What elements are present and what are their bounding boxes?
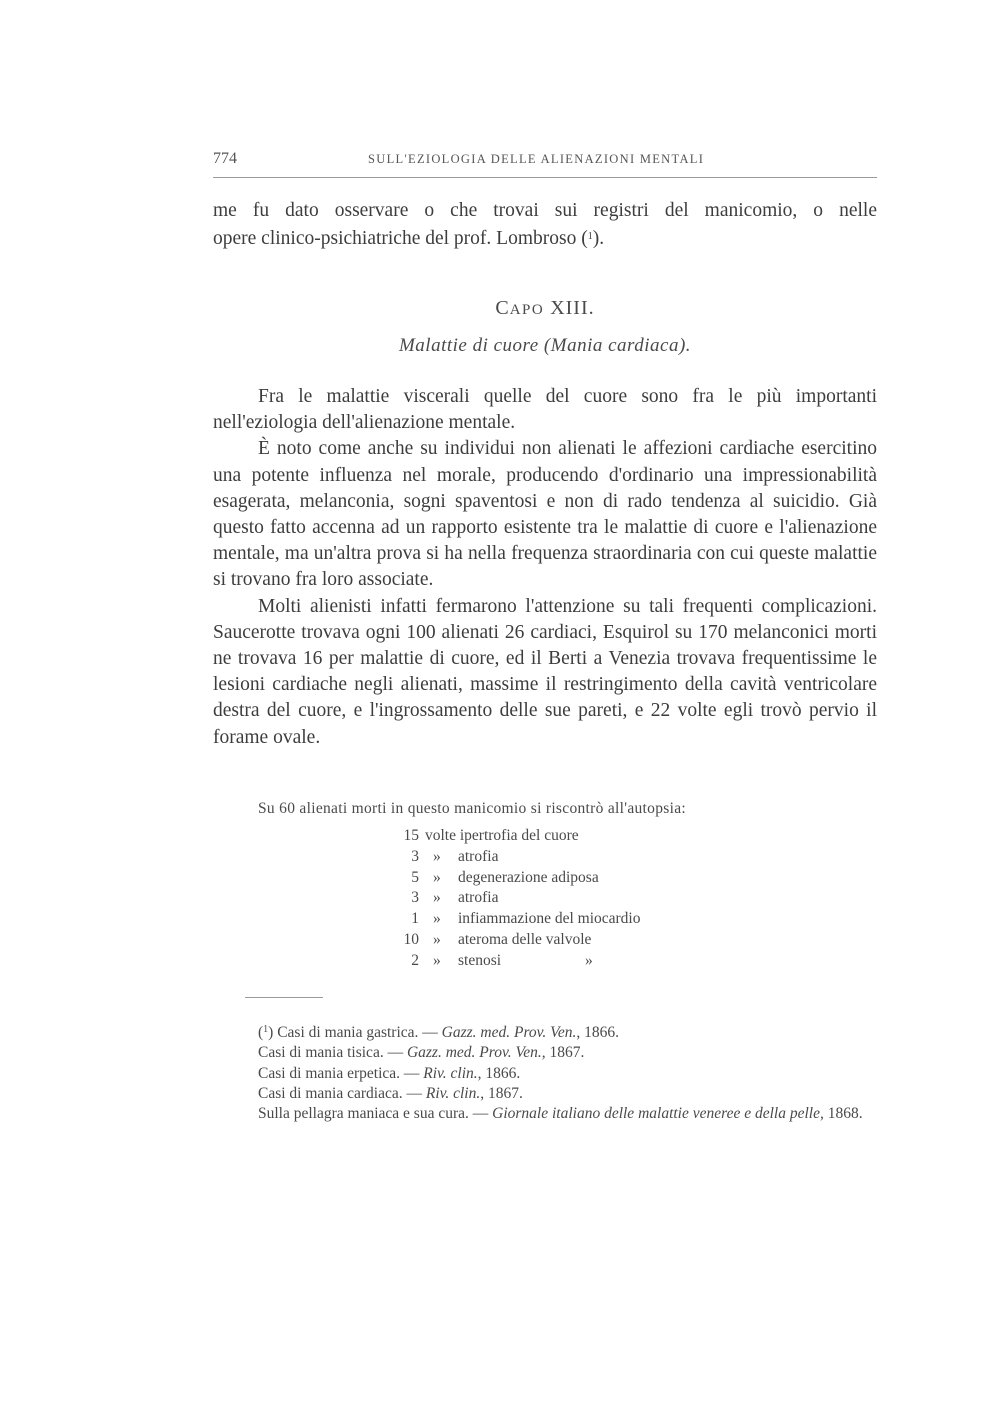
- footnote-rule: [245, 997, 323, 998]
- ditto-mark: »: [433, 910, 441, 928]
- footnote-line: ($^1$) Casi di mania gastrica. — Gazz. med. Prov. Ven., 1866.: [258, 1024, 620, 1041]
- ditto-mark: »: [433, 889, 441, 907]
- autopsy-desc: atrofia: [458, 889, 499, 907]
- chapter-title: [213, 297, 877, 320]
- autopsy-count: 2: [411, 951, 419, 969]
- running-header: [213, 150, 877, 172]
- autopsy-row: [395, 827, 795, 848]
- footnote-text: Casi di mania tisica. —: [258, 1044, 407, 1062]
- main-text: [213, 384, 877, 751]
- autopsy-desc: ateroma delle valvole: [458, 930, 592, 948]
- autopsy-count: 3: [411, 847, 419, 865]
- footnote-ref: 1: [587, 231, 593, 243]
- autopsy-desc: infiammazione del miocardio: [458, 910, 641, 928]
- ditto-mark: »: [433, 951, 441, 969]
- ditto-mark-trailing: »: [585, 951, 593, 969]
- autopsy-count: 3: [411, 889, 419, 907]
- footnote-line: [213, 1104, 877, 1124]
- autopsy-desc: stenosi: [458, 951, 502, 969]
- autopsy-count: 1: [411, 910, 419, 928]
- footnote-text: Sulla pellagra maniaca e sua cura. —: [258, 1105, 493, 1123]
- footnote-marker: 1: [263, 1024, 269, 1035]
- autopsy-desc: volte ipertrofia del cuore: [425, 827, 579, 844]
- intro-line-2-text: opere clinico-psichiatriche del prof. Lombroso (: [213, 228, 588, 250]
- intro-line-2: [213, 224, 877, 252]
- footnote-year: , 1866.: [576, 1024, 620, 1041]
- chapter-number: XIII.: [550, 297, 595, 319]
- footnote-line: [213, 1084, 877, 1104]
- paragraph-1: Fra le malattie viscerali quelle del cuore sono fra le più importanti nell'eziologia dell'alienazione mentale.: [213, 386, 877, 434]
- footnote-line: [213, 1064, 877, 1084]
- footnote-journal: Gazz. med. Prov. Ven.: [441, 1024, 577, 1041]
- footnote-year: 1868.: [823, 1105, 863, 1123]
- header-rule: [213, 177, 877, 178]
- autopsy-count: 15: [403, 827, 419, 844]
- autopsy-desc: degenerazione adiposa: [458, 868, 599, 886]
- intro-line-1: me fu dato osservare o che trovai sui registri del manicomio, o nelle: [213, 200, 877, 221]
- autopsy-row: [395, 952, 795, 973]
- autopsy-row: [395, 931, 795, 952]
- page-number: 774: [213, 150, 237, 167]
- ditto-mark: »: [433, 847, 441, 865]
- chapter-cap-rest: APO: [509, 302, 545, 318]
- chapter-subtitle: Malattie di cuore (Mania cardiaca).: [398, 335, 692, 356]
- autopsy-row: [395, 848, 795, 869]
- ditto-mark: »: [433, 930, 441, 948]
- footnote-text: Casi di mania gastrica. —: [277, 1024, 442, 1041]
- autopsy-row: [395, 869, 795, 890]
- paragraph-3: Molti alienisti infatti fermarono l'attenzione su tali frequenti complicazioni. Saucerotte trovava ogni 100 alienati 26 cardiaci, Esquirol su 170 melanconici morti ne trovava 16 per malattie di cuore, ed il Berti a Venezia trovava frequentissime le lesioni cardiache negli alienati, massime il restringimento della cavità ventricolare destra del cuore, e l'ingrossamento delle sue pareti, e 22 volte egli trovò pervio il forame ovale.: [213, 595, 877, 748]
- intro-paragraph: [213, 198, 877, 252]
- footnote-text: Casi di mania cardiaca. —: [258, 1084, 426, 1102]
- autopsy-desc: atrofia: [458, 847, 499, 865]
- chapter-cap-initial: C: [495, 297, 510, 319]
- autopsy-row: [395, 889, 795, 910]
- ditto-mark: »: [433, 868, 441, 886]
- footnote-year: , 1866.: [477, 1064, 521, 1082]
- autopsy-count: 10: [403, 930, 419, 948]
- running-title: SULL'EZIOLOGIA DELLE ALIENAZIONI MENTALI: [368, 152, 705, 166]
- autopsy-list: [395, 827, 795, 973]
- footnote-journal: Gazz. med. Prov. Ven.: [406, 1044, 542, 1062]
- autopsy-row: [395, 910, 795, 931]
- footnotes: [213, 1020, 877, 1124]
- autopsy-intro: Su 60 alienati morti in questo manicomio si riscontrò all'autopsia:: [258, 800, 686, 817]
- footnote-journal: Riv. clin.: [425, 1084, 481, 1102]
- intro-line-2-close: ).: [592, 228, 605, 250]
- paragraph-2: È noto come anche su individui non alienati le affezioni cardiache esercitino una potente influenza nel morale, producendo d'ordinario una impressionabilità esagerata, melanconia, sogni spaventosi e non di rado tendenza al suicidio. Già questo fatto accenna ad un rapporto esistente tra le malattie di cuore e l'alienazione mentale, ma un'altra prova si ha nella frequenza straordinaria con cui queste malattie si trovano fra loro associate.: [213, 438, 877, 591]
- autopsy-count: 5: [411, 868, 419, 886]
- footnote-year: , 1867.: [541, 1044, 585, 1062]
- footnote-line: [213, 1043, 877, 1063]
- footnote-journal: Giornale italiano delle malattie veneree e della pelle,: [492, 1105, 824, 1123]
- footnote-year: , 1867.: [480, 1084, 523, 1102]
- footnote-journal: Riv. clin.: [423, 1064, 478, 1082]
- footnote-text: Casi di mania erpetica. —: [258, 1064, 424, 1082]
